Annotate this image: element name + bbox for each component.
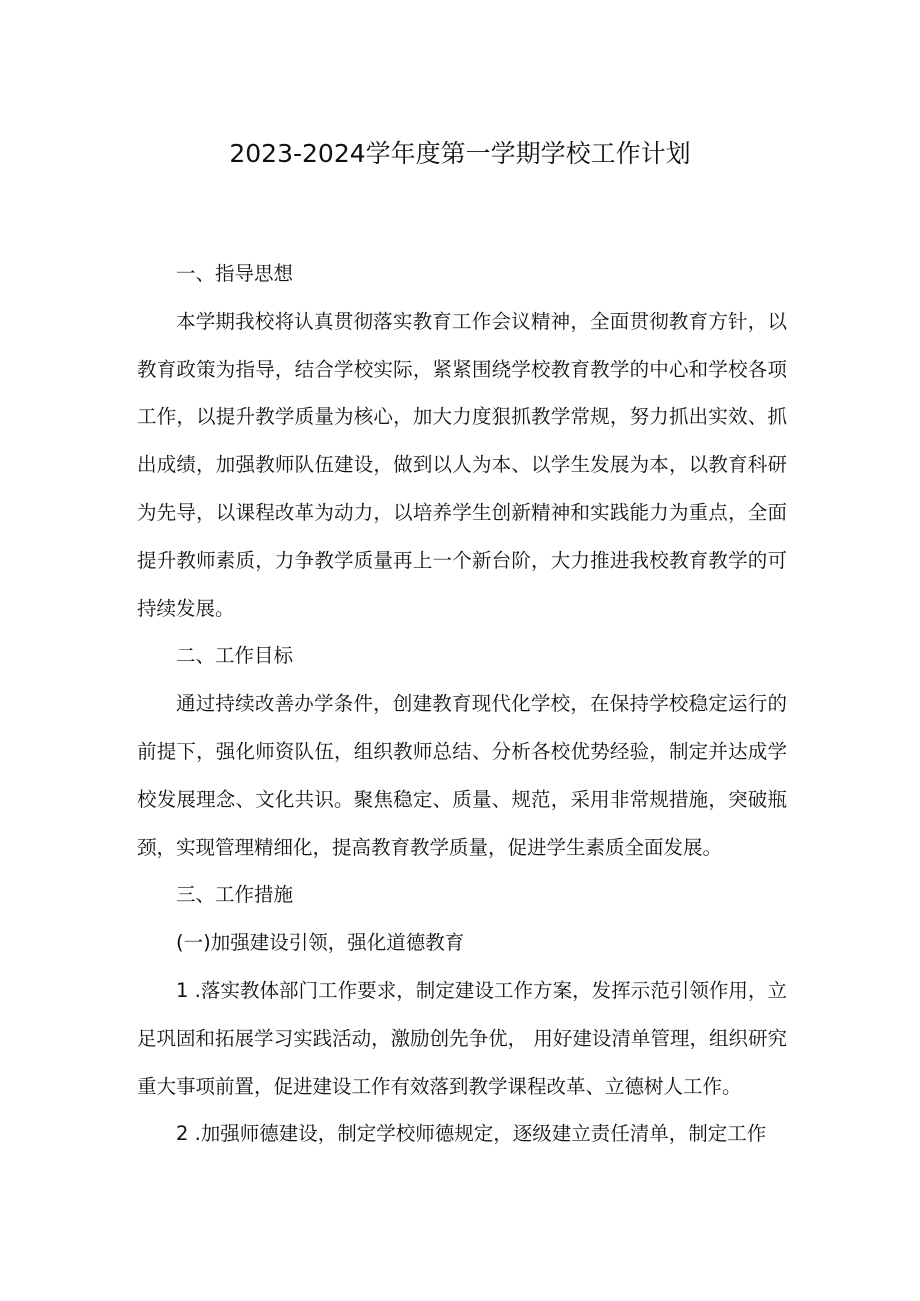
paragraph-measure-1: 1 .落实教体部门工作要求，制定建设工作方案，发挥示范引领作用，立足巩固和拓展学习实践活动，激励创先争优， 用好建设清单管理，组织研究重大事项前置，促进建设工作有效落到教学课程改革、立德树人工作。: [137, 978, 787, 1098]
section-heading-work-measures: 三、工作措施: [176, 883, 294, 907]
paragraph-guiding-ideology: 本学期我校将认真贯彻落实教育工作会议精神，全面贯彻教育方针，以教育政策为指导，结合学校实际，紧紧围绕学校教育教学的中心和学校各项工作，以提升教学质量为核心，加大力度狠抓教学常规，努力抓出实效、抓出成绩，加强教师队伍建设，做到以人为本、以学生发展为本，以教育科研为先导，以课程改革为动力，以培养学生创新精神和实践能力为重点，全面提升教师素质，力争教学质量再上一个新台阶，大力推进我校教育教学的可持续发展。: [137, 309, 787, 620]
section-heading-guiding-ideology: 一、指导思想: [176, 262, 294, 285]
document-body: [137, 250, 787, 1158]
paragraph-measure-2: 2 .加强师德建设，制定学校师德规定，逐级建立责任清单，制定工作: [176, 1122, 767, 1146]
section-heading-work-goals: 二、工作目标: [176, 644, 294, 668]
paragraph-work-goals: 通过持续改善办学条件，创建教育现代化学校，在保持学校稳定运行的前提下，强化师资队伍，组织教师总结、分析各校优势经验，制定并达成学校发展理念、文化共识。聚焦稳定、质量、规范，采用非常规措施，突破瓶颈，实现管理精细化，提高教育教学质量，促进学生素质全面发展。: [137, 692, 787, 859]
subsection-heading-1: (一)加强建设引领，强化道德教育: [176, 931, 465, 955]
document-title: 2023-2024学年度第一学期学校工作计划: [229, 139, 691, 168]
